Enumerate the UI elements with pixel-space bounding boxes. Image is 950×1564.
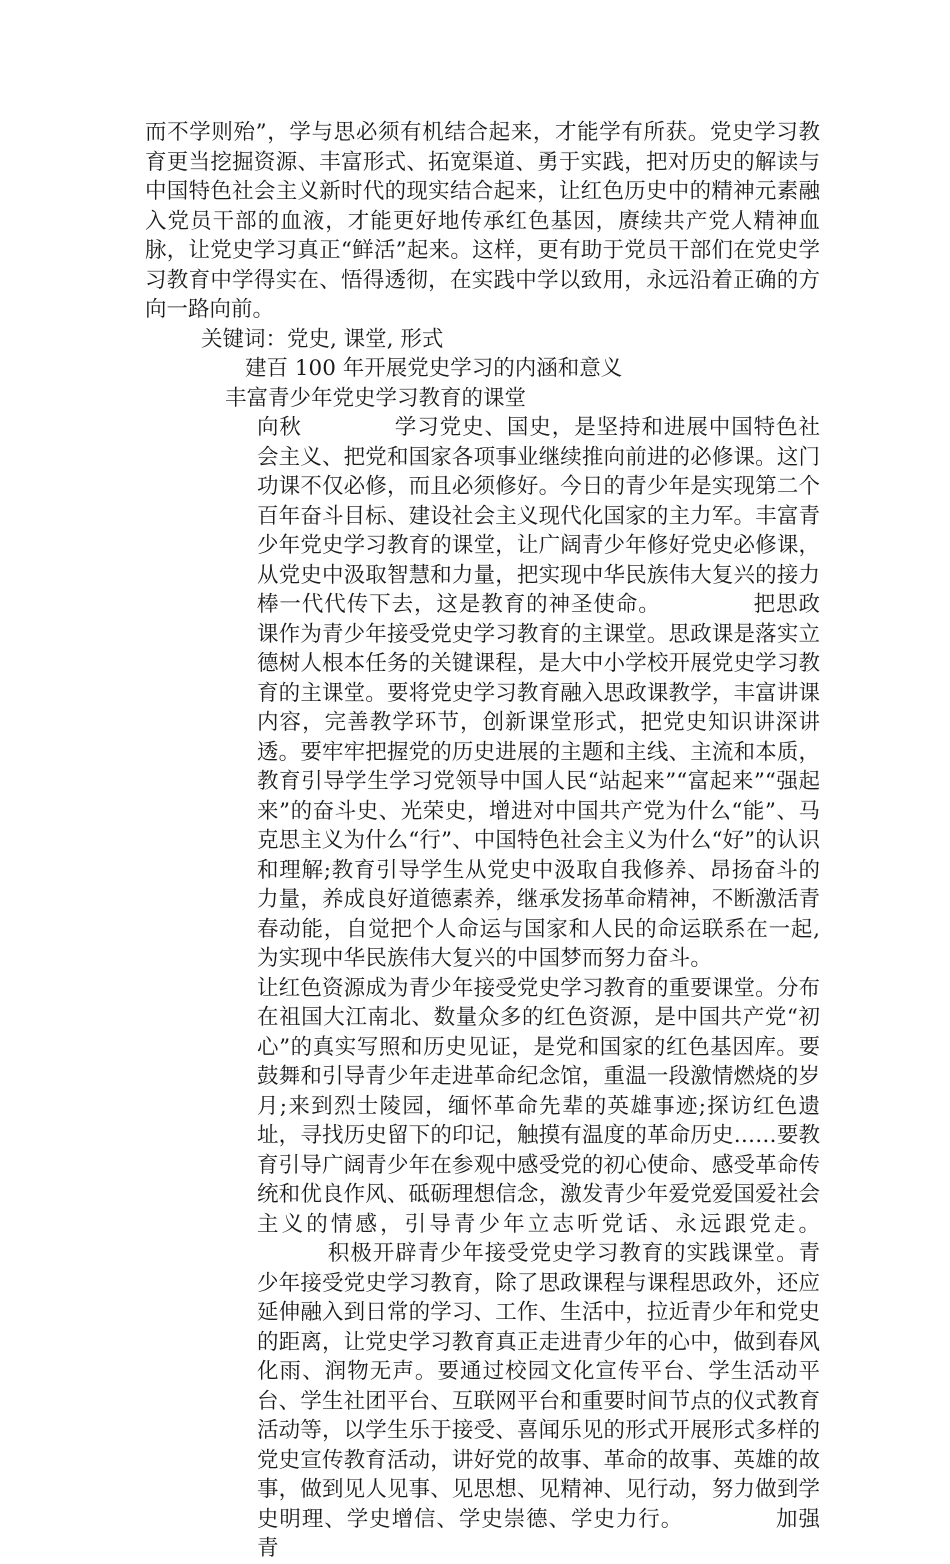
author-name: 向秋	[257, 415, 302, 440]
article-heading: 建百 100 年开展党史学习的内涵和意义	[245, 356, 623, 381]
article-title: 丰富青少年党史学习教育的课堂	[225, 385, 527, 411]
keywords-line: 关键词：党史, 课堂, 形式	[201, 326, 444, 352]
document-page	[145, 118, 820, 1564]
paragraph-1: 学习党史、国史，是坚持和进展中国特色社会主义、把党和国家各项事业继续推向前进的必修课。这门功课不仅必修，而且必须修好。今日的青少年是实现第二个百年奋斗目标、建设社会主义现代化国家的主力军。丰富青少年党史学习教育的课堂，让广阔青少年修好党史必修课，从党史中汲取智慧和力量，把实现中华民族伟大复兴的接力棒一代代传下去，这是教育的神圣使命。	[257, 415, 820, 617]
paragraph-5: 加强青	[257, 1506, 820, 1561]
paragraph-4: 积极开辟青少年接受党史学习教育的实践课堂。青少年接受党史学习教育，除了思政课程与课程思政外，还应延伸融入到日常的学习、工作、生活中，拉近青少年和党史的距离，让党史学习教育真正走进青少年的心中，做到春风化雨、润物无声。要通过校园文化宣传平台、学生活动平台、学生社团平台、互联网平台和重要时间节点的仪式教育活动等，以学生乐于接受、喜闻乐见的形式开展形式多样的党史宣传教育活动，讲好党的故事、革命的故事、英雄的故事，做到见人见事、见思想、见精神、见行动，努力做到学史明理、学史增信、学史崇德、学史力行。	[257, 1241, 820, 1532]
paragraph-2: 把思政课作为青少年接受党史学习教育的主课堂。思政课是落实立德树人根本任务的关键课程，是大中小学校开展党史学习教育的主课堂。要将党史学习教育融入思政课教学，丰富讲课内容，完善教学环节，创新课堂形式，把党史知识讲深讲透。要牢牢把握党的历史进展的主题和主线、主流和本质，教育引导学生学习党领导中国人民“站起来”“富起来”“强起来”的奋斗史、光荣史，增进对中国共产党为什么“能”、马克思主义为什么“行”、中国特色社会主义为什么“好”的认识和理解;教育引导学生从党史中汲取自我修养、昂扬奋斗的力量，养成良好道德素养，继承发扬革命精神，不断激活青春动能，自觉把个人命运与国家和人民的命运联系在一起,为实现中华民族伟大复兴的中国梦而努力奋斗。	[257, 592, 820, 971]
paragraph-3: 让红色资源成为青少年接受党史学习教育的重要课堂。分布在祖国大江南北、数量众多的红色资源，是中国共产党“初心”的真实写照和历史见证，是党和国家的红色基因库。要鼓舞和引导青少年走进革命纪念馆，重温一段激情燃烧的岁月;来到烈士陵园，缅怀革命先辈的英雄事迹;探访红色遗址，寻找历史留下的印记，触摸有温度的革命历史……要教育引导广阔青少年在参观中感受党的初心使命、感受革命传统和优良作风、砥砺理想信念，激发青少年爱党爱国爱社会主义的情感，引导青少年立志听党话、永远跟党走。	[257, 975, 820, 1237]
body-text	[145, 413, 820, 1564]
intro-paragraph: 而不学则殆”，学与思必须有机结合起来，才能学有所获。党史学习教育更当挖掘资源、丰富形式、拓宽渠道、勇于实践，把对历史的解读与中国特色社会主义新时代的现实结合起来，让红色历史中的精神元素融入党员干部的血液，才能更好地传承红色基因，赓续共产党人精神血脉，让党史学习真正“鲜活”起来。这样，更有助于党员干部们在党史学习教育中学得实在、悟得透彻，在实践中学以致用，永远沿着正确的方向一路向前。	[145, 120, 820, 322]
